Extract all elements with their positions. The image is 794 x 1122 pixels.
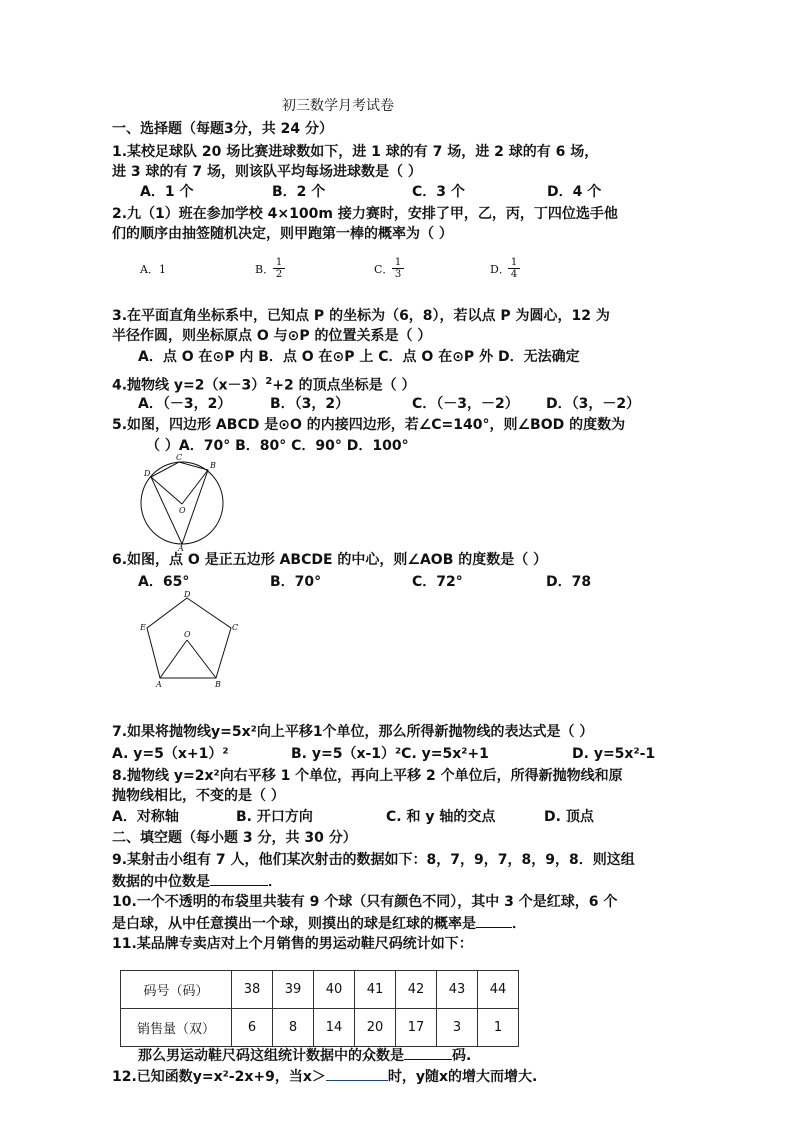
q12-stem-b: 时，y随x的增大而增大. bbox=[387, 1069, 538, 1085]
q10-period: ． bbox=[512, 916, 526, 932]
q1-option-c: C．3 个 bbox=[412, 184, 465, 200]
label-b: B bbox=[210, 461, 216, 470]
sales-cell: 3 bbox=[437, 1009, 478, 1047]
q11-stem: 那么男运动鞋尺码这组统计数据中的众数是 bbox=[138, 1048, 404, 1064]
row-header: 码号（码） bbox=[121, 971, 232, 1009]
q2-option-c-fraction bbox=[392, 257, 404, 280]
q7-option-d: D. y=5x²-1 bbox=[572, 746, 656, 762]
sales-cell: 14 bbox=[314, 1009, 355, 1047]
circle-o bbox=[141, 462, 223, 544]
fraction-numerator: 1 bbox=[392, 257, 404, 269]
q4-stem-b: +2 的顶点坐标是（ ） bbox=[272, 377, 416, 394]
q1-option-a: A．1 个 bbox=[140, 184, 194, 200]
fraction-denominator: 2 bbox=[275, 269, 283, 280]
q6-option-b: B．70° bbox=[270, 574, 322, 590]
q12-answer-blank[interactable] bbox=[326, 1066, 388, 1081]
segment-ob bbox=[187, 640, 216, 678]
q10-answer-blank[interactable] bbox=[476, 913, 512, 928]
segment-od bbox=[151, 477, 182, 504]
label-b: B bbox=[215, 680, 221, 688]
q3-line2: 半径作圆，则坐标原点 O 与⊙P 的位置关系是（ ） bbox=[112, 328, 432, 344]
label-d: D bbox=[144, 469, 151, 478]
table-row-sizes bbox=[121, 971, 519, 1009]
fraction-numerator: 1 bbox=[508, 257, 520, 269]
q4-option-a: A．（－3，2） bbox=[138, 396, 232, 412]
table-row-sales bbox=[121, 1009, 519, 1047]
q2-line2: 们的顺序由抽签随机决定，则甲跑第一棒的概率为（ ） bbox=[112, 226, 453, 242]
q9-answer-blank[interactable] bbox=[210, 871, 268, 886]
size-cell: 39 bbox=[273, 971, 314, 1009]
label-o: O bbox=[179, 506, 186, 515]
sales-cell: 8 bbox=[273, 1009, 314, 1047]
label-a: A bbox=[178, 544, 184, 552]
exam-title: 初三数学月考试卷 bbox=[282, 98, 394, 114]
q6-option-a: A．65° bbox=[138, 574, 190, 590]
q11-after-line bbox=[138, 1045, 471, 1066]
q11-answer-blank[interactable] bbox=[404, 1045, 452, 1060]
q10-line2 bbox=[112, 913, 526, 934]
size-cell: 40 bbox=[314, 971, 355, 1009]
q4-line1 bbox=[112, 372, 416, 396]
q7-option-bc: B. y=5（x-1）²C. y=5x²+1 bbox=[291, 746, 489, 762]
label-c: C bbox=[176, 453, 183, 462]
q6-line1: 6.如图，点 O 是正五边形 ABCDE 的中心，则∠AOB 的度数是（ ） bbox=[112, 552, 548, 568]
q6-pentagon-figure bbox=[138, 588, 248, 688]
label-e: E bbox=[140, 623, 146, 632]
q4-option-c: C．（－3，－2） bbox=[412, 396, 519, 412]
q5-line1: 5.如图，四边形 ABCD 是⊙O 的内接四边形，若∠C=140°，则∠BOD 的度数为 bbox=[112, 417, 626, 433]
q4-stem-a: 4.抛物线 y=2（x－3） bbox=[112, 377, 266, 394]
label-c: C bbox=[232, 623, 239, 632]
q2-option-c: C． bbox=[374, 263, 394, 276]
q2-option-b-fraction bbox=[273, 257, 285, 280]
q3-line1: 3.在平面直角坐标系中，已知点 P 的坐标为（6，8），若以点 P 为圆心，12 为 bbox=[112, 308, 610, 324]
label-d: D bbox=[184, 590, 191, 599]
q8-option-d: D. 顶点 bbox=[544, 809, 594, 825]
q7-option-a: A. y=5（x+1）² bbox=[112, 746, 229, 762]
size-cell: 43 bbox=[437, 971, 478, 1009]
q3-options: A．点 O 在⊙P 内 B．点 O 在⊙P 上 C．点 O 在⊙P 外 D．无法确定 bbox=[138, 349, 580, 365]
q1-option-b: B．2 个 bbox=[272, 184, 326, 200]
q2-option-d: D． bbox=[490, 263, 510, 276]
size-cell: 38 bbox=[232, 971, 273, 1009]
q10-stem: 是白球，从中任意摸出一个球，则摸出的球是红球的概率是 bbox=[112, 916, 476, 932]
q11-line1: 11.某品牌专卖店对上个月销售的男运动鞋尺码统计如下： bbox=[112, 936, 473, 952]
q12-stem-a: 12.已知函数y=x²-2x+9，当x＞ bbox=[112, 1069, 326, 1085]
fraction-denominator: 3 bbox=[394, 269, 402, 280]
q12-line1 bbox=[112, 1066, 537, 1087]
q1-option-d: D．4 个 bbox=[547, 184, 602, 200]
segment-oa bbox=[160, 640, 187, 678]
sales-cell: 20 bbox=[355, 1009, 396, 1047]
section-heading-fill: 二、填空题（每小题 3 分，共 30 分） bbox=[112, 830, 357, 846]
label-o: O bbox=[184, 630, 191, 639]
q8-option-a: A．对称轴 bbox=[112, 809, 179, 825]
q9-line1: 9.某射击小组有 7 人，他们某次射击的数据如下：8，7，9，7，8，9，8．则这组 bbox=[112, 852, 635, 868]
q5-line2: （ ）A．70° B．80° C．90° D．100° bbox=[146, 438, 409, 454]
label-a: A bbox=[156, 680, 162, 688]
section-heading-choice: 一、选择题（每题3分，共 24 分） bbox=[112, 121, 333, 137]
size-cell: 41 bbox=[355, 971, 396, 1009]
q9-stem: 数据的中位数是 bbox=[112, 874, 210, 890]
q6-option-d: D．78 bbox=[546, 574, 592, 590]
q2-line1: 2.九（1）班在参加学校 4×100m 接力赛时，安排了甲，乙，丙，丁四位选手他 bbox=[112, 206, 618, 222]
q1-line1: 1.某校足球队 20 场比赛进球数如下，进 1 球的有 7 场，进 2 球的有 6 场， bbox=[112, 144, 599, 160]
q4-option-d: D．（3，－2） bbox=[546, 396, 641, 412]
q11-unit: 码. bbox=[452, 1048, 472, 1064]
q2-option-a: A．1 bbox=[140, 263, 166, 276]
fraction-numerator: 1 bbox=[273, 257, 285, 269]
sales-cell: 1 bbox=[478, 1009, 519, 1047]
fraction-denominator: 4 bbox=[510, 269, 518, 280]
q8-option-c: C. 和 y 轴的交点 bbox=[386, 809, 496, 825]
size-cell: 42 bbox=[396, 971, 437, 1009]
q5-circle-figure bbox=[138, 452, 228, 552]
sales-cell: 17 bbox=[396, 1009, 437, 1047]
row-header: 销售量（双） bbox=[121, 1009, 232, 1047]
q8-option-b: B. 开口方向 bbox=[236, 809, 313, 825]
segment-ob bbox=[182, 470, 208, 504]
q4-exponent: 2 bbox=[265, 376, 273, 387]
q8-line2: 抛物线相比，不变的是（ ） bbox=[112, 788, 285, 804]
q9-period: ． bbox=[268, 874, 282, 890]
size-cell: 44 bbox=[478, 971, 519, 1009]
shoe-size-table bbox=[120, 970, 519, 1047]
q4-option-b: B．（3，2） bbox=[270, 396, 350, 412]
inscribed-quadrilateral bbox=[151, 462, 208, 544]
q8-line1: 8.抛物线 y=2x²向右平移 1 个单位，再向上平移 2 个单位后，所得新抛物线和原 bbox=[112, 768, 623, 784]
q2-option-d-fraction bbox=[508, 257, 520, 280]
q2-option-b: B． bbox=[255, 263, 275, 276]
q9-line2 bbox=[112, 871, 282, 892]
q7-line1: 7.如果将抛物线y=5x²向上平移1个单位，那么所得新抛物线的表达式是（ ） bbox=[112, 724, 594, 740]
q10-line1: 10.一个不透明的布袋里共装有 9 个球（只有颜色不同），其中 3 个是红球，6 个 bbox=[112, 894, 618, 910]
q1-line2: 进 3 球的有 7 场，则该队平均每场进球数是（ ） bbox=[112, 164, 422, 180]
q6-option-c: C．72° bbox=[412, 574, 463, 590]
sales-cell: 6 bbox=[232, 1009, 273, 1047]
